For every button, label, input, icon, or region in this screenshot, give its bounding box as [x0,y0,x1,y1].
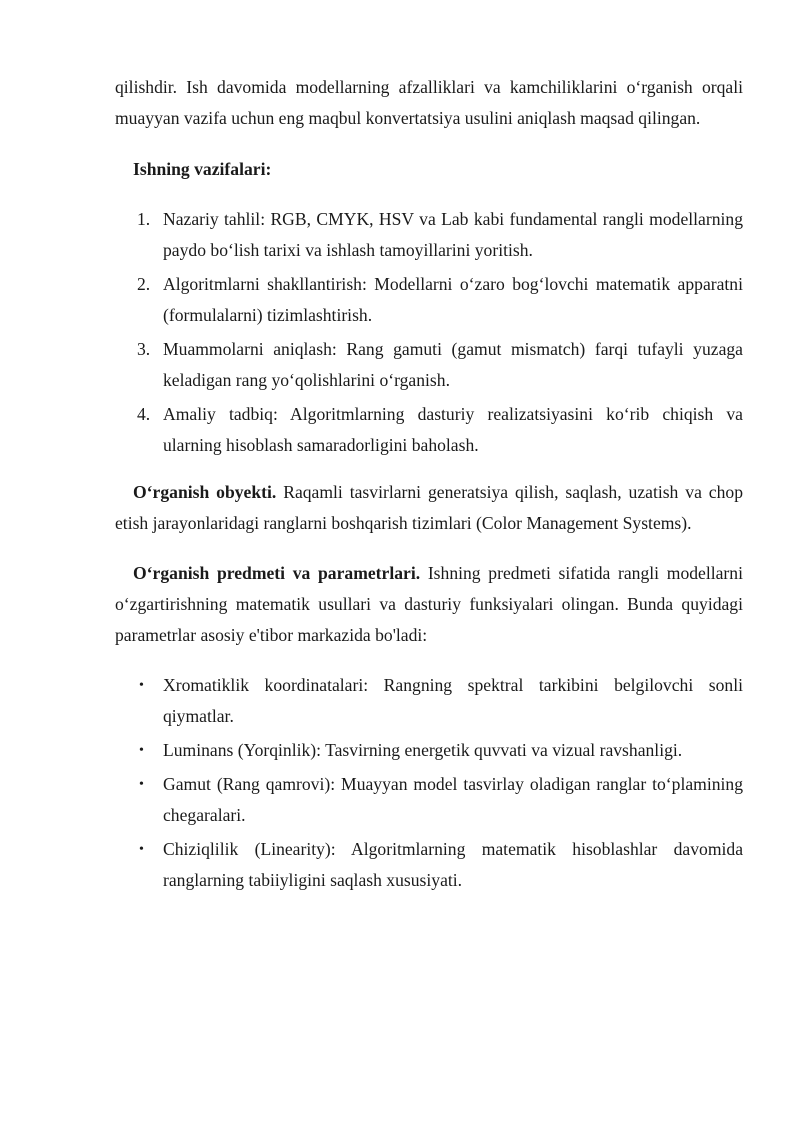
task-number: 3. [137,339,151,359]
task-item [115,334,743,396]
subject-text: Ishning predmeti sifatida rangli modellarni o‘zgartirishning matematik usullari va dasturiy funksiyalari olingan. Bunda quyidagi parametrlar asosiy e'tibor markazida bo'ladi: [115,563,743,645]
task-item [115,269,743,331]
parameter-text: Luminans (Yorqinlik): Tasvirning energetik quvvati va vizual ravshanligi. [163,740,683,760]
object-label: O‘rganish obyekti. [133,482,277,502]
bullet-icon: • [139,777,144,792]
task-number: 2. [137,274,151,294]
parameters-list [115,670,743,896]
parameter-text: Chiziqlilik (Linearity): Algoritmlarning matematik hisoblashlar davomida ranglarning tabiiyligini saqlash xususiyati. [163,839,743,890]
parameter-text: Gamut (Rang qamrovi): Muayyan model tasvirlay oladigan ranglar to‘plamining chegaralari. [163,774,743,825]
task-text: Algoritmlarni shakllantirish: Modellarni o‘zaro bog‘lovchi matematik apparatni (formulalarni) tizimlashtirish. [163,274,743,325]
task-text: Amaliy tadbiq: Algoritmlarning dasturiy realizatsiyasini ko‘rib chiqish va ularning hisoblash samaradorligini baholash. [163,404,743,455]
bullet-icon: • [139,842,144,857]
tasks-list [115,204,743,461]
parameter-item [115,735,743,766]
subject-label: O‘rganish predmeti va parametrlari. [133,563,421,583]
parameter-text: Xromatiklik koordinatalari: Rangning spektral tarkibini belgilovchi sonli qiymatlar. [163,675,743,726]
parameter-item [115,670,743,732]
object-paragraph [115,477,743,539]
object-text: Raqamli tasvirlarni generatsiya qilish, saqlash, uzatish va chop etish jarayonlaridagi ranglarni boshqarish tizimlari (Color Management Systems). [115,482,743,533]
subject-paragraph [115,558,743,651]
task-number: 4. [137,404,151,424]
parameter-item [115,834,743,896]
task-item [115,204,743,266]
bullet-icon: • [139,678,144,693]
task-item [115,399,743,461]
task-text: Muammolarni aniqlash: Rang gamuti (gamut mismatch) farqi tufayli yuzaga keladigan rang yo‘qolishlarini o‘rganish. [163,339,743,390]
task-text: Nazariy tahlil: RGB, CMYK, HSV va Lab kabi fundamental rangli modellarning paydo bo‘lish tarixi va ishlash tamoyillarini yoritish. [163,209,743,260]
parameter-item [115,769,743,831]
intro-paragraph: qilishdir. Ish davomida modellarning afzalliklari va kamchiliklarini o‘rganish orqali muayyan vazifa uchun eng maqbul konvertatsiya usulini aniqlash maqsad qilingan. [115,77,743,128]
task-number: 1. [137,209,151,229]
document-page [115,72,743,899]
bullet-icon: • [139,743,144,758]
tasks-heading: Ishning vazifalari: [133,159,272,179]
